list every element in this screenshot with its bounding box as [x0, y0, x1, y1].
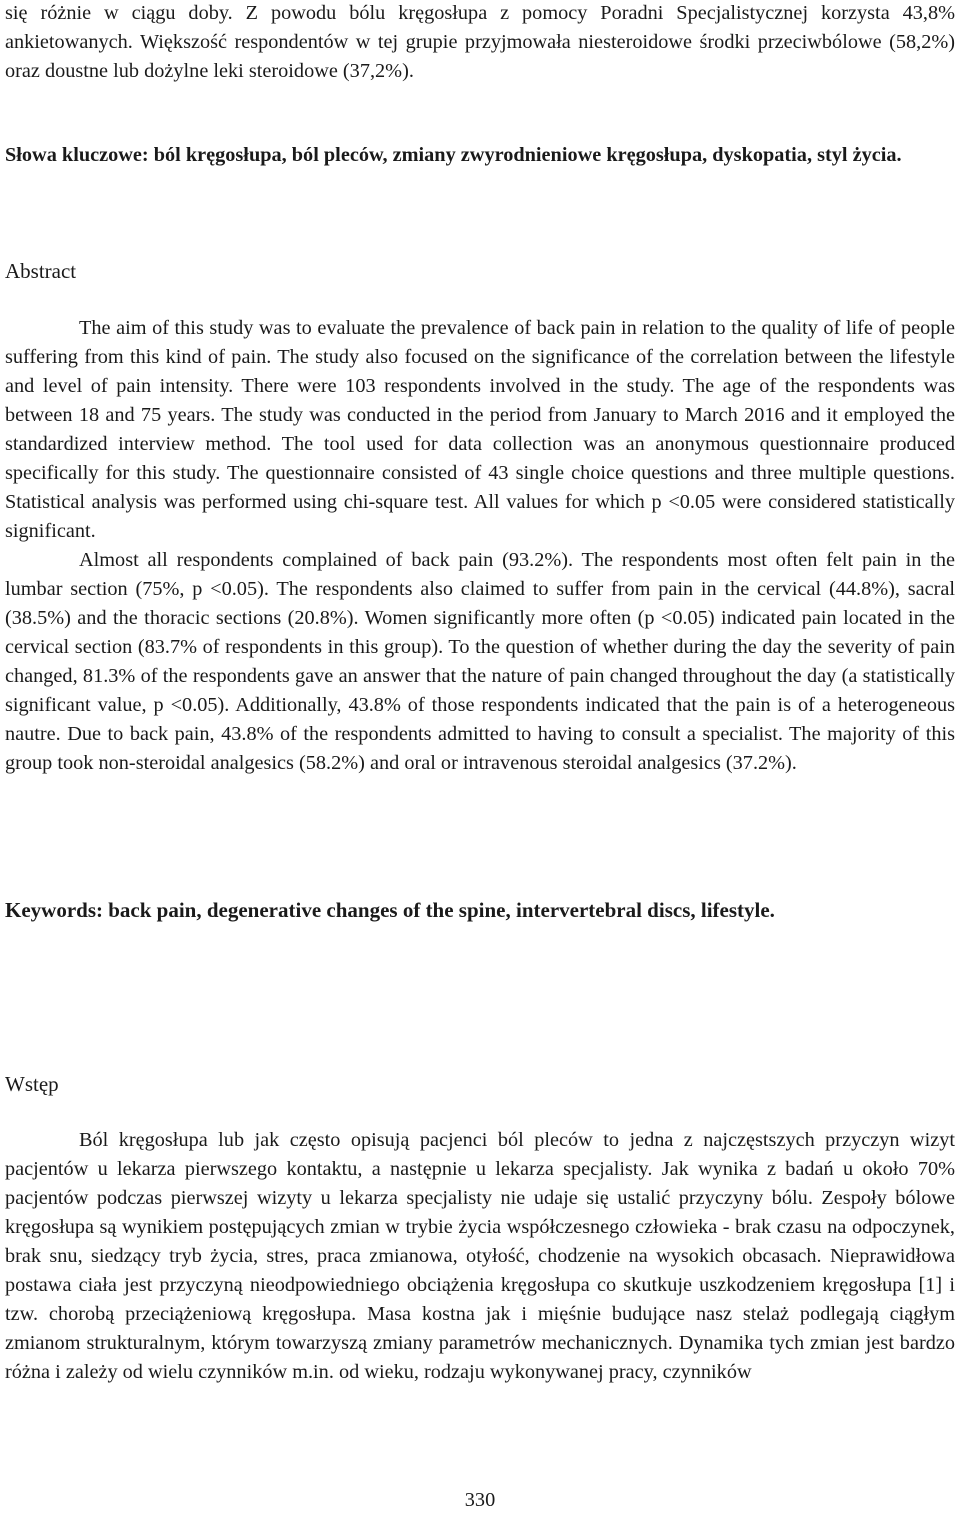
- introduction-paragraph-1: Ból kręgosłupa lub jak często opisują pacjenci ból pleców to jedna z najczęstszych przyczyn wizyt pacjentów u lekarza pierwszego kontaktu, a następnie u lekarza specjalisty. Jak wynika z badań u około 70% pacjentów podczas pierwszej wizyty u lekarza specjalisty nie udaje się ustalić przyczyny bólu. Zespoły bólowe kręgosłupa są wynikiem postępujących zmian w trybie życia współczesnego człowieka - brak czasu na odpoczynek, brak snu, siedzący tryb życia, stres, praca zmianowa, otyłość, chodzenie na wysokich obcasach. Nieprawidłowa postawa ciała jest przyczyną nieodpowiedniego obciążenia kręgosłupa co skutkuje uszkodzeniem kręgosłupa [1] i tzw. chorobą przeciążeniową kręgosłupa. Masa kostna jak i mięśnie budujące nasz stelaż podlegają ciągłym zmianom strukturalnym, którym towarzyszą zmiany parametrów mechanicznych. Dynamika tych zmian jest bardzo różna i zależy od wielu czynników m.in. od wieku, rodzaju wykonywanej pracy, czynników: [5, 1129, 955, 1383]
- keywords-pl: Słowa kluczowe: ból kręgosłupa, ból pleców, zmiany zwyrodnieniowe kręgosłupa, dyskopatia, styl życia.: [5, 144, 902, 166]
- abstract-body: [5, 314, 955, 778]
- page-number: 330: [464, 1489, 496, 1511]
- abstract-paragraph-2: Almost all respondents complained of back pain (93.2%). The respondents most often felt pain in the lumbar section (75%, p <0.05). The respondents also claimed to suffer from pain in the cervical (44.8%), sacral (38.5%) and the thoracic sections (20.8%). Women significantly more often (p <0.05) indicated pain located in the cervical section (83.7% of respondents in this group). To the question of whether during the day the severity of pain changed, 81.3% of the respondents gave an answer that the nature of pain changed throughout the day (a statistically significant value, p <0.05). Additionally, 43.8% of those respondents indicated that the pain is of a heterogeneous nautre. Due to back pain, 43.8% of the respondents admitted to having to consult a specialist. The majority of this group took non-steroidal analgesics (58.2%) and oral or intravenous steroidal analgesics (37.2%).: [5, 549, 955, 774]
- introduction-body: [5, 1126, 955, 1387]
- summary-pl-tail: się różnie w ciągu doby. Z powodu bólu kręgosłupa z pomocy Poradni Specjalistycznej korzysta 43,8% ankietowanych. Większość respondentów w tej grupie przyjmowała niesteroidowe środki przeciwbólowe (58,2%) oraz doustne lub dożylne leki steroidowe (37,2%).: [5, 2, 955, 82]
- introduction-heading: Wstęp: [5, 1072, 59, 1096]
- keywords-en: Keywords: back pain, degenerative changes of the spine, intervertebral discs, lifestyle.: [5, 898, 775, 922]
- abstract-heading: Abstract: [5, 259, 77, 283]
- abstract-paragraph-1: The aim of this study was to evaluate the prevalence of back pain in relation to the quality of life of people suffering from this kind of pain. The study also focused on the significance of the correlation between the lifestyle and level of pain intensity. There were 103 respondents involved in the study. The age of the respondents was between 18 and 75 years. The study was conducted in the period from January to March 2016 and it employed the standardized interview method. The tool used for data collection was an anonymous questionnaire produced specifically for this study. The questionnaire consisted of 43 single choice questions and three multiple questions. Statistical analysis was performed using chi-square test. All values for which p <0.05 were considered statistically significant.: [5, 317, 955, 542]
